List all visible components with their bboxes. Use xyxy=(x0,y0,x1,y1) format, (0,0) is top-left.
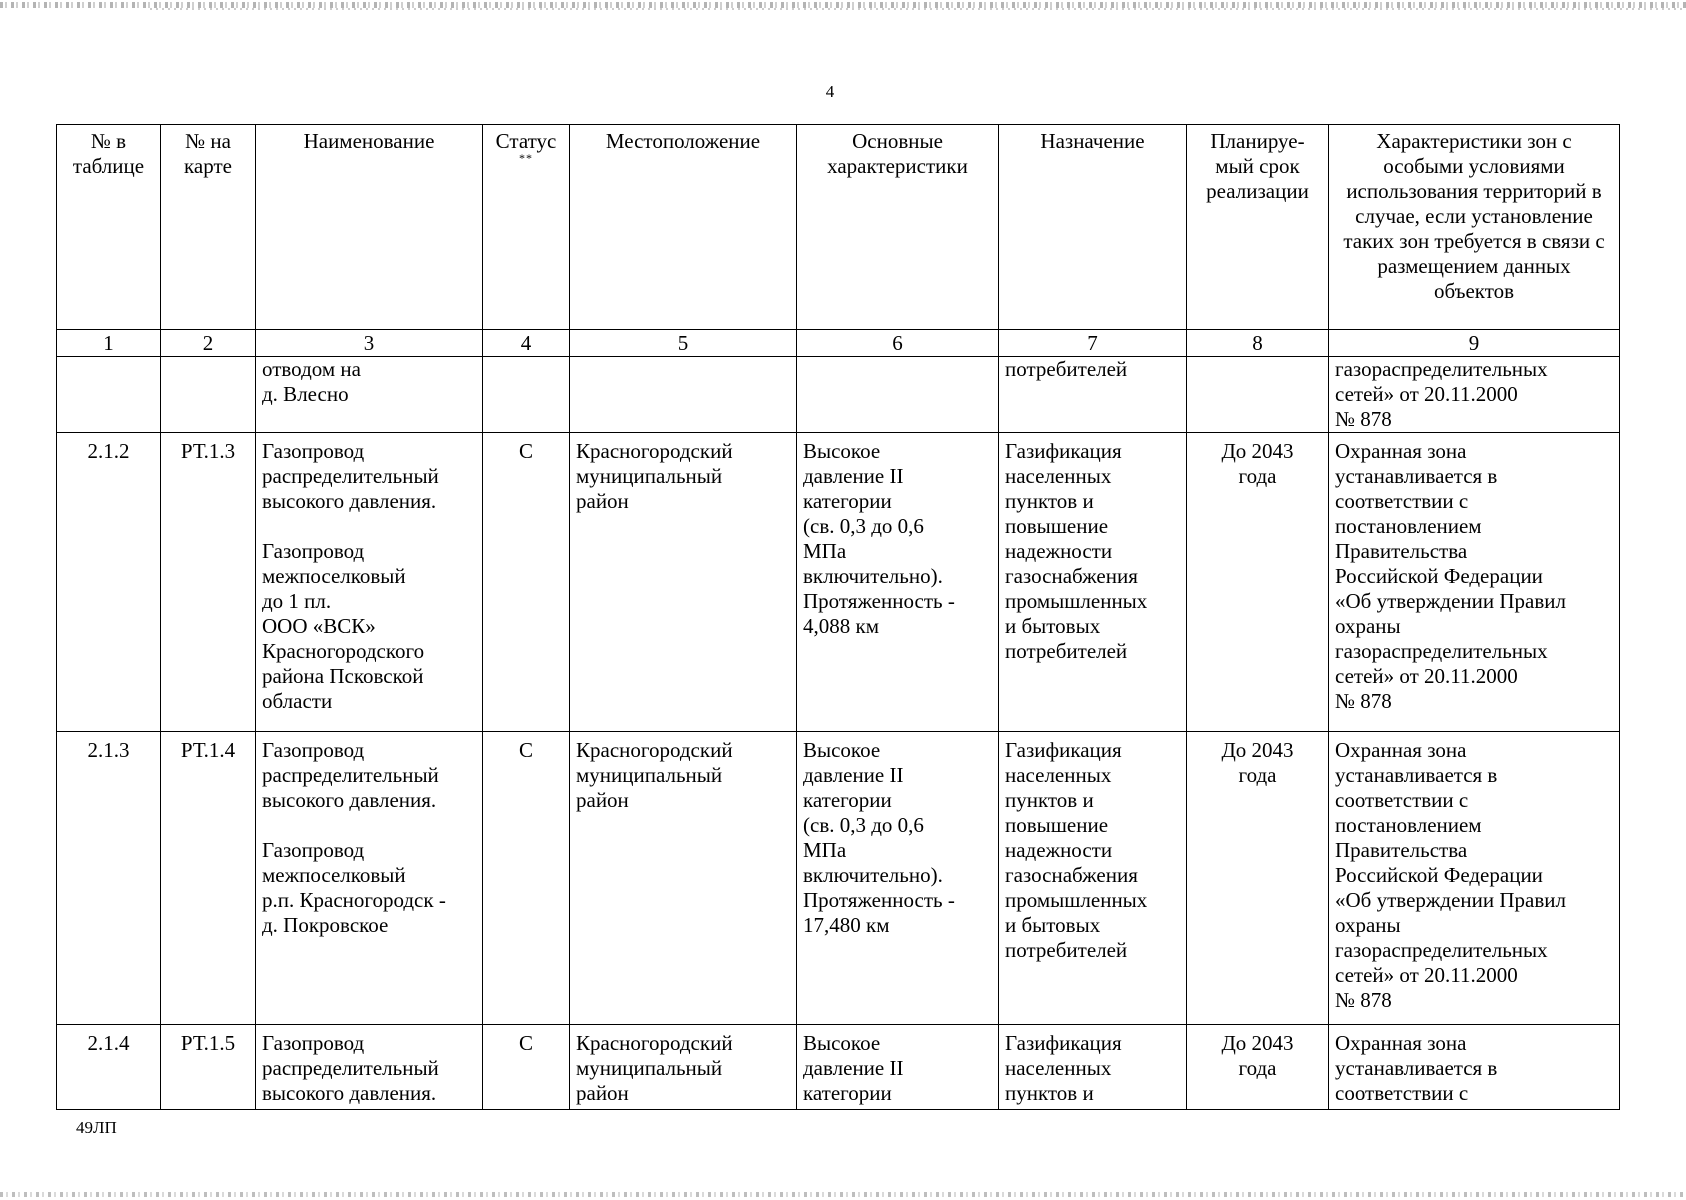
column-number: 7 xyxy=(999,330,1187,357)
cell-empty xyxy=(570,357,797,433)
scan-edge-top-secondary xyxy=(150,8,1686,10)
scan-edge-bottom xyxy=(0,1192,1686,1197)
cell-zone: Охранная зона устанавливается в соответствии с xyxy=(1329,1025,1620,1110)
header-status xyxy=(483,125,570,330)
cell-table-number: 2.1.2 xyxy=(57,433,161,732)
cell-empty xyxy=(797,357,999,433)
header-location: Местоположение xyxy=(570,125,797,330)
cell-empty xyxy=(161,357,256,433)
column-number-row xyxy=(57,330,1620,357)
cell-term: До 2043 года xyxy=(1187,433,1329,732)
cell-status: С xyxy=(483,433,570,732)
document-code: 49ЛП xyxy=(76,1118,117,1137)
cell-map-number: РТ.1.3 xyxy=(161,433,256,732)
cell-zone: газораспределительных сетей» от 20.11.2000 № 878 xyxy=(1329,357,1620,433)
cell-characteristics: Высокое давление II категории (св. 0,3 до 0,6 МПа включительно). Протяженность - 4,088 км xyxy=(797,433,999,732)
header-status-label: Статус xyxy=(495,129,557,153)
cell-empty xyxy=(1187,357,1329,433)
header-name: Наименование xyxy=(256,125,483,330)
column-number: 9 xyxy=(1329,330,1620,357)
cell-purpose: потребителей xyxy=(999,357,1187,433)
header-map-number: № на карте xyxy=(161,125,256,330)
cell-map-number: РТ.1.4 xyxy=(161,732,256,1025)
cell-characteristics: Высокое давление II категории xyxy=(797,1025,999,1110)
cell-location: Красногородский муниципальный район xyxy=(570,433,797,732)
cell-map-number: РТ.1.5 xyxy=(161,1025,256,1110)
header-characteristics: Основные характеристики xyxy=(797,125,999,330)
cell-empty xyxy=(57,357,161,433)
cell-characteristics: Высокое давление II категории (св. 0,3 до 0,6 МПа включительно). Протяженность - 17,480 км xyxy=(797,732,999,1025)
objects-table xyxy=(56,124,1620,1110)
cell-status: С xyxy=(483,1025,570,1110)
cell-table-number: 2.1.4 xyxy=(57,1025,161,1110)
header-purpose: Назначение xyxy=(999,125,1187,330)
column-number: 5 xyxy=(570,330,797,357)
cell-term: До 2043 года xyxy=(1187,1025,1329,1110)
cell-zone: Охранная зона устанавливается в соответствии с постановлением Правительства Российской Федерации «Об утверждении Правил охраны газораспределительных сетей» от 20.11.2000 № 878 xyxy=(1329,732,1620,1025)
cell-location: Красногородский муниципальный район xyxy=(570,1025,797,1110)
cell-status: С xyxy=(483,732,570,1025)
header-zone: Характеристики зон с особыми условиями использования территорий в случае, если установление таких зон требуется в связи с размещением данных объектов xyxy=(1329,125,1620,330)
cell-name: Газопровод распределительный высокого давления. Газопровод межпоселковый до 1 пл. ООО «ВСК» Красногородского района Псковской области xyxy=(256,433,483,732)
column-number: 4 xyxy=(483,330,570,357)
cell-purpose: Газификация населенных пунктов и повышение надежности газоснабжения промышленных и бытовых потребителей xyxy=(999,732,1187,1025)
cell-purpose: Газификация населенных пунктов и xyxy=(999,1025,1187,1110)
cell-purpose: Газификация населенных пунктов и повышение надежности газоснабжения промышленных и бытовых потребителей xyxy=(999,433,1187,732)
header-row xyxy=(57,125,1620,330)
table-row xyxy=(57,732,1620,1025)
cell-name: отводом на д. Влесно xyxy=(256,357,483,433)
column-number: 2 xyxy=(161,330,256,357)
cell-name: Газопровод распределительный высокого давления. xyxy=(256,1025,483,1110)
page-number: 4 xyxy=(825,82,835,101)
cell-zone: Охранная зона устанавливается в соответствии с постановлением Правительства Российской Федерации «Об утверждении Правил охраны газораспределительных сетей» от 20.11.2000 № 878 xyxy=(1329,433,1620,732)
header-table-number: № в таблице xyxy=(57,125,161,330)
header-term: Планируе- мый срок реализации xyxy=(1187,125,1329,330)
header-status-footnote-mark: ** xyxy=(519,151,533,165)
column-number: 8 xyxy=(1187,330,1329,357)
cell-term: До 2043 года xyxy=(1187,732,1329,1025)
cell-location: Красногородский муниципальный район xyxy=(570,732,797,1025)
cell-empty xyxy=(483,357,570,433)
column-number: 6 xyxy=(797,330,999,357)
cell-name: Газопровод распределительный высокого давления. Газопровод межпоселковый р.п. Красногородск - д. Покровское xyxy=(256,732,483,1025)
column-number: 1 xyxy=(57,330,161,357)
continuation-row xyxy=(57,357,1620,433)
table-row xyxy=(57,1025,1620,1110)
column-number: 3 xyxy=(256,330,483,357)
cell-table-number: 2.1.3 xyxy=(57,732,161,1025)
table-row xyxy=(57,433,1620,732)
